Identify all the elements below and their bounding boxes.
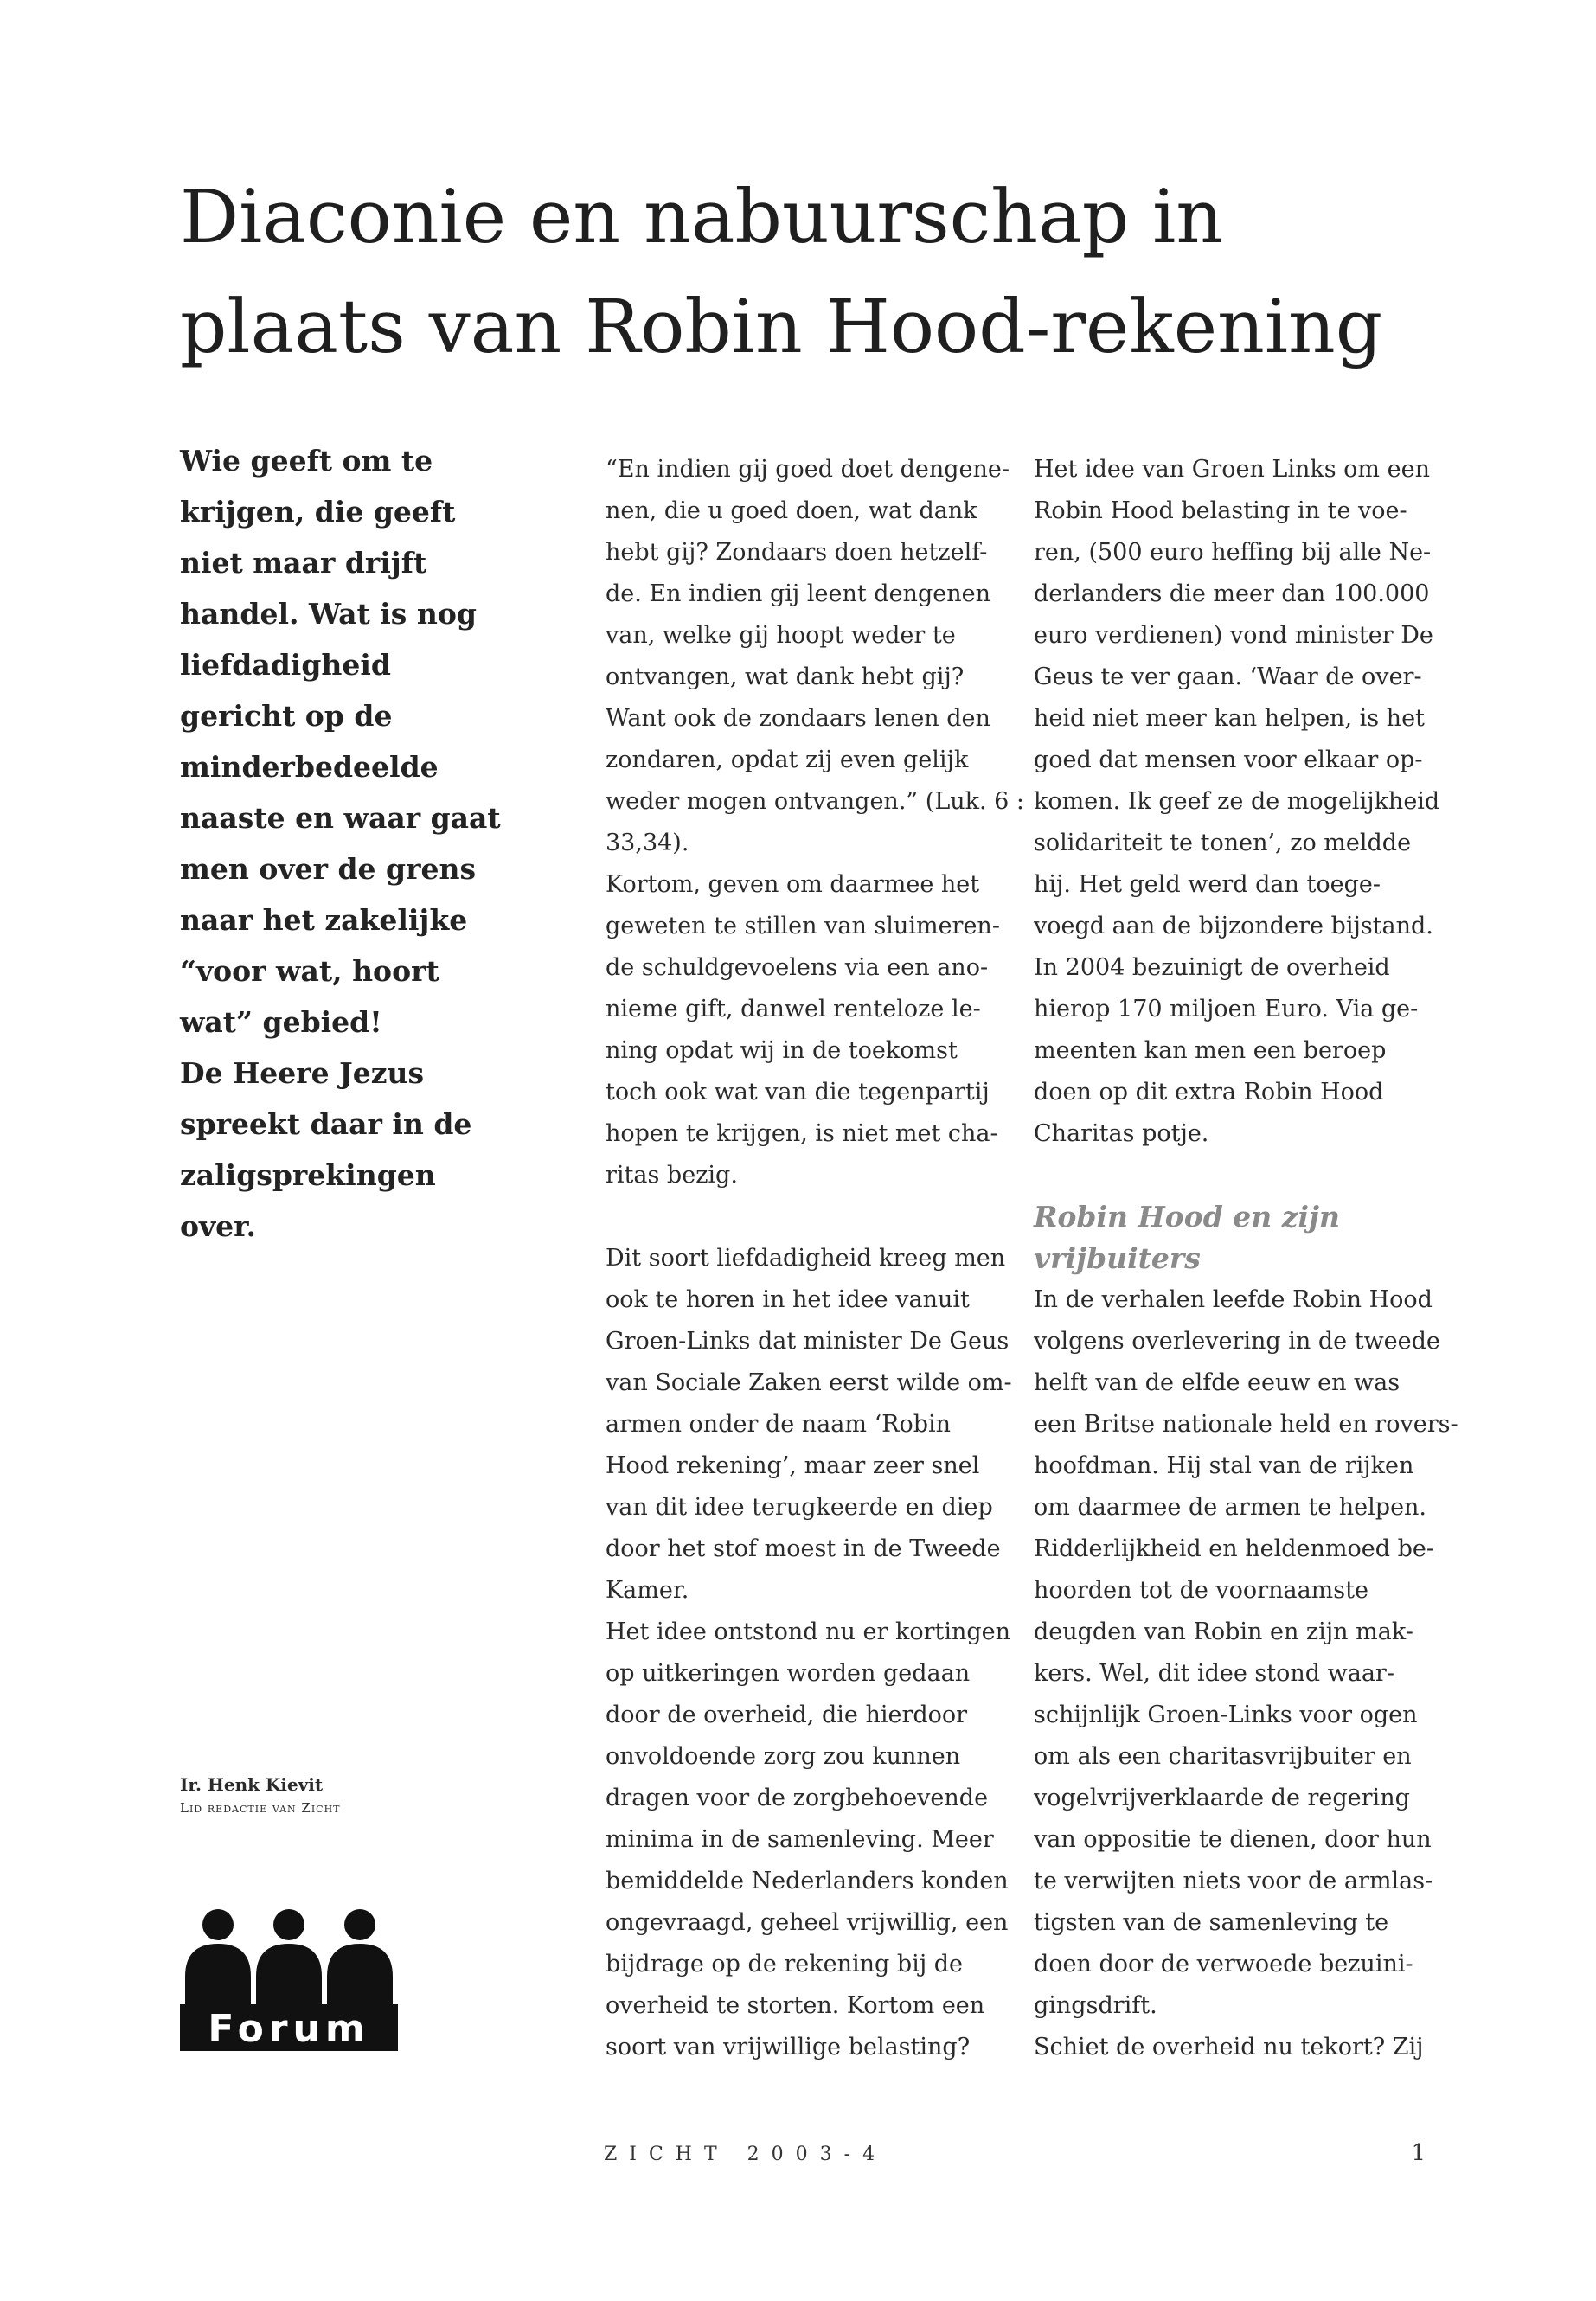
text-line: om daarmee de armen te helpen. [1034, 1494, 1427, 1521]
text-line: op uitkeringen worden gedaan [606, 1660, 971, 1687]
text-line: euro verdienen) vond minister De [1034, 622, 1433, 649]
intro-line: niet maar drijft [180, 546, 427, 580]
text-line: ook te horen in het idee vanuit [606, 1286, 970, 1313]
text-line: overheid te storten. Kortom een [606, 1992, 985, 2019]
text-line: soort van vrijwillige belasting? [606, 2034, 971, 2061]
paragraph [606, 1612, 1011, 2068]
paragraph-gap [1034, 1155, 1423, 1196]
text-line: 33,34). [606, 830, 689, 856]
text-line: Geus te ver gaan. ‘Waar de over- [1034, 663, 1422, 690]
text-line: solidariteit te tonen’, zo meldde [1034, 830, 1412, 856]
text-line: helft van de elfde eeuw en was [1034, 1369, 1401, 1396]
section-subheading [1034, 1196, 1423, 1279]
intro-line: gericht op de [180, 699, 393, 733]
text-line: ritas bezig. [606, 1162, 738, 1189]
text-line: van Sociale Zaken eerst wilde om- [606, 1369, 1012, 1396]
text-line: Kortom, geven om daarmee het [606, 871, 980, 898]
intro-line: liefdadigheid [180, 648, 392, 682]
text-line: meenten kan men een beroep [1034, 1037, 1387, 1064]
intro-pullquote [180, 435, 517, 1252]
text-line: hopen te krijgen, is niet met cha- [606, 1120, 998, 1147]
text-line: voegd aan de bijzondere bijstand. [1034, 913, 1433, 939]
text-line: door de overheid, die hierdoor [606, 1702, 968, 1728]
paragraph [606, 449, 1025, 864]
intro-line: spreekt daar in de [180, 1107, 472, 1141]
text-line: van, welke gij hoopt weder te [606, 622, 956, 649]
text-line: Want ook de zondaars lenen den [606, 705, 990, 732]
text-line: Hood rekening’, maar zeer snel [606, 1452, 980, 1479]
paragraph [1034, 1279, 1458, 2068]
text-line: ren, (500 euro heffing bij alle Ne- [1034, 539, 1432, 566]
text-line: onvoldoende zorg zou kunnen [606, 1743, 961, 1770]
paragraph [1034, 449, 1440, 1155]
text-line: ongevraagd, geheel vrijwillig, een [606, 1909, 1009, 1936]
text-line: hierop 170 miljoen Euro. Via ge- [1034, 996, 1419, 1022]
text-line: In 2004 bezuinigt de overheid [1034, 954, 1390, 981]
text-line: toch ook wat van die tegenpartij [606, 1079, 990, 1106]
intro-line: naaste en waar gaat [180, 801, 501, 835]
text-line: doen op dit extra Robin Hood [1034, 1079, 1384, 1106]
text-line: goed dat mensen voor elkaar op- [1034, 747, 1423, 773]
text-line: ontvangen, wat dank hebt gij? [606, 663, 965, 690]
text-line: hebt gij? Zondaars doen hetzelf- [606, 539, 988, 566]
logo-text: Forum [208, 2007, 370, 2051]
text-line: de. En indien gij leent dengenen [606, 580, 990, 607]
intro-line: krijgen, die geeft [180, 495, 456, 529]
footer-publication: ZICHT 2003-4 [604, 2144, 888, 2165]
text-line: doen door de verwoede bezuini- [1034, 1951, 1413, 1977]
text-line: Ridderlijkheid en heldenmoed be- [1034, 1535, 1434, 1562]
text-line: zondaren, opdat zij even gelijk [606, 747, 969, 773]
text-line: een Britse nationale held en rovers- [1034, 1411, 1458, 1438]
text-line: Robin Hood belasting in te voe- [1034, 497, 1407, 524]
text-line: bijdrage op de rekening bij de [606, 1951, 964, 1977]
page-number: 1 [1411, 2140, 1426, 2166]
text-line: minima in de samenleving. Meer [606, 1826, 994, 1853]
subheading-line: vrijbuiters [1034, 1241, 1201, 1275]
text-line: gingsdrift. [1034, 1992, 1157, 2019]
text-line: heid niet meer kan helpen, is het [1034, 705, 1425, 732]
text-line: vogelvrijverklaarde de regering [1034, 1785, 1410, 1811]
text-line: om als een charitasvrijbuiter en [1034, 1743, 1412, 1770]
title-line: plaats van Robin Hood-rekening [180, 285, 1383, 370]
text-line: In de verhalen leefde Robin Hood [1034, 1286, 1433, 1313]
text-line: armen onder de naam ‘Robin [606, 1411, 952, 1438]
intro-line: minderbedeelde [180, 750, 439, 784]
intro-line: naar het zakelijke [180, 903, 468, 937]
article-title [180, 163, 1477, 382]
text-line: deugden van Robin en zijn mak- [1034, 1618, 1413, 1645]
text-line: Schiet de overheid nu tekort? Zij [1034, 2034, 1424, 2061]
text-line: hij. Het geld werd dan toege- [1034, 871, 1381, 898]
text-line: kers. Wel, dit idee stond waar- [1034, 1660, 1394, 1687]
text-line: weder mogen ontvangen.” (Luk. 6 : [606, 788, 1025, 815]
forum-logo [180, 1907, 398, 2051]
text-line: dragen voor de zorgbehoevende [606, 1785, 989, 1811]
text-line: hoorden tot de voornaamste [1034, 1577, 1368, 1604]
title-line: Diaconie en nabuurschap in [180, 175, 1224, 260]
text-line: te verwijten niets voor de armlas- [1034, 1868, 1433, 1894]
intro-line: “voor wat, hoort [180, 954, 439, 988]
text-line: nen, die u goed doen, wat dank [606, 497, 977, 524]
text-line: nieme gift, danwel renteloze le- [606, 996, 981, 1022]
author-byline [180, 1772, 457, 1818]
text-line: bemiddelde Nederlanders konden [606, 1868, 1009, 1894]
body-column-2 [606, 449, 1025, 2068]
author-role: Lid redactie van Zicht [180, 1800, 341, 1816]
text-line: komen. Ik geef ze de mogelijkheid [1034, 788, 1440, 815]
text-line: Het idee ontstond nu er kortingen [606, 1618, 1011, 1645]
text-line: door het stof moest in de Tweede [606, 1535, 1001, 1562]
intro-line: handel. Wat is nog [180, 597, 477, 631]
intro-line: men over de grens [180, 852, 477, 886]
text-line: geweten te stillen van sluimeren- [606, 913, 1000, 939]
text-line: Het idee van Groen Links om een [1034, 456, 1430, 483]
body-column-3 [1034, 449, 1458, 2068]
text-line: Kamer. [606, 1577, 689, 1604]
subheading-line: Robin Hood en zijn [1034, 1200, 1340, 1234]
text-line: Charitas potje. [1034, 1120, 1209, 1147]
paragraph-gap [606, 1196, 997, 1238]
text-line: ning opdat wij in de toekomst [606, 1037, 958, 1064]
author-name: Ir. Henk Kievit [180, 1774, 324, 1795]
paragraph [606, 1238, 1012, 1612]
intro-line: De Heere Jezus [180, 1056, 425, 1090]
text-line: hoofdman. Hij stal van de rijken [1034, 1452, 1414, 1479]
intro-line: over. [180, 1209, 257, 1243]
intro-line: wat” gebied! [180, 1005, 382, 1039]
text-line: derlanders die meer dan 100.000 [1034, 580, 1430, 607]
text-line: Groen-Links dat minister De Geus [606, 1328, 1010, 1355]
paragraph [606, 864, 1000, 1196]
text-line: de schuldgevoelens via een ano- [606, 954, 989, 981]
text-line: “En indien gij goed doet dengene- [606, 456, 1010, 483]
text-line: volgens overlevering in de tweede [1034, 1328, 1440, 1355]
text-line: Dit soort liefdadigheid kreeg men [606, 1245, 1006, 1272]
text-line: schijnlijk Groen-Links voor ogen [1034, 1702, 1418, 1728]
intro-line: zaligsprekingen [180, 1158, 436, 1192]
intro-line: Wie geeft om te [180, 444, 433, 478]
text-line: van oppositie te dienen, door hun [1034, 1826, 1432, 1853]
text-line: van dit idee terugkeerde en diep [606, 1494, 993, 1521]
text-line: tigsten van de samenleving te [1034, 1909, 1389, 1936]
three-people-logo-icon [180, 1907, 398, 2051]
